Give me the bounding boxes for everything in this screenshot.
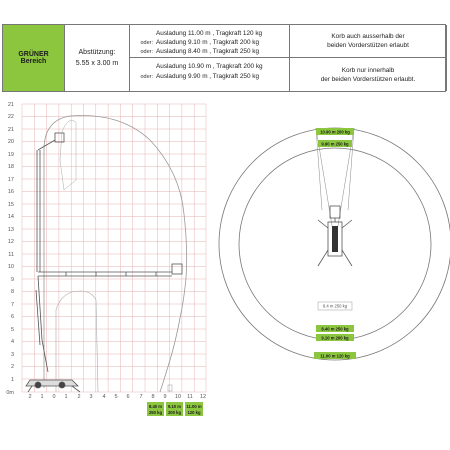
top-tag-text: 9.10 m 200 kg (321, 335, 349, 341)
zone-title-line2: Bereich (20, 58, 47, 65)
y-tick: 4 (10, 339, 14, 345)
y-tick: 11 (8, 252, 14, 258)
y-tick: 19 (7, 152, 14, 158)
turret (332, 226, 338, 252)
x-tick: 5 (114, 394, 118, 400)
y-tick: 21 (7, 102, 14, 108)
x-tick: 12 (199, 394, 207, 400)
y-tick: 16 (7, 189, 14, 195)
y-tick: 7 (10, 302, 14, 308)
y-tick: 1 (10, 377, 14, 383)
side-inner-envelope-2 (60, 120, 76, 190)
top-tag-text: 10.90 m 200 kg (320, 129, 350, 135)
x-tick: 7 (139, 394, 143, 400)
reach-tag-line2: 120 kg (187, 410, 201, 415)
y-tick: 3 (10, 352, 14, 358)
inside-note: Korb nur innerhalb der beiden Vorderstützen erlaubt. (320, 66, 416, 83)
x-tick: 2 (28, 394, 32, 400)
reach-tags (147, 402, 203, 416)
y-tick: 0m (6, 390, 14, 396)
y-tick: 15 (7, 202, 14, 208)
top-tag-text: 11.00 m 120 kg (320, 353, 350, 359)
x-tick: 1 (64, 394, 68, 400)
reach-tag-line1: 9.10 m (167, 404, 182, 409)
y-tick: 14 (7, 214, 14, 220)
reach-tag-line2: 250 kg (148, 410, 163, 415)
y-tick: 8 (10, 289, 14, 295)
y-tick: 18 (7, 164, 14, 170)
x-tick: 11 (187, 394, 193, 400)
load-line: oder: Ausladung 8.40 m , Tragkraft 250 kg (140, 48, 260, 55)
side-reference-marker (168, 385, 172, 391)
y-tick: 21 (7, 127, 14, 133)
side-view-grid (22, 104, 206, 392)
y-tick: 6 (10, 314, 14, 320)
y-tick: 13 (7, 227, 14, 233)
zone-title-line1: GRÜNER (18, 51, 49, 58)
outside-note: Korb auch ausserhalb der beiden Vorderstützen erlaubt (290, 25, 446, 58)
y-tick: 12 (7, 239, 14, 245)
load-line: Ausladung 11.00 m , Tragkraft 120 kg (156, 30, 263, 37)
support-label: Abstützung: (78, 49, 116, 56)
top-tag-text: 8.40 m 250 kg (321, 326, 349, 332)
x-tick: 2 (77, 394, 81, 400)
y-tick: 10 (7, 264, 14, 270)
y-tick: 22 (7, 114, 14, 120)
y-tick: 17 (7, 177, 14, 183)
lift-machine (26, 133, 182, 392)
reach-tag-line2: 200 kg (167, 410, 182, 415)
x-tick: 8 (151, 394, 155, 400)
x-tick: 3 (89, 394, 93, 400)
y-tick: 2 (10, 364, 14, 370)
x-tick: 6 (126, 394, 130, 400)
x-tick: 9 (163, 394, 167, 400)
x-tick: 4 (102, 394, 106, 400)
x-axis-ticks (28, 394, 206, 400)
y-tick: 9 (10, 277, 14, 283)
reach-tag-line1: 11.00 m (186, 404, 202, 409)
y-tick: 20 (7, 139, 14, 145)
x-tick: 10 (174, 394, 182, 400)
inner-label: 8.4 m 250 kg (322, 303, 348, 309)
load-line: oder: Ausladung 9.10 m , Tragkraft 200 kg (140, 39, 260, 46)
y-axis-ticks (6, 102, 14, 396)
x-tick: 1 (40, 394, 44, 400)
reach-tag-line1: 8.40 m (148, 404, 163, 409)
x-tick: 0 (52, 394, 56, 400)
support-value: 5.55 x 3.00 m (75, 60, 119, 67)
top-tag-text: 9.90 m 250 kg (321, 141, 349, 147)
load-line: Ausladung 10.90 m , Tragkraft 200 kg (156, 63, 263, 70)
load-line: oder: Ausladung 9.90 m , Tragkraft 250 kg (140, 73, 260, 80)
basket-outline (330, 206, 340, 218)
y-tick: 5 (10, 327, 14, 333)
